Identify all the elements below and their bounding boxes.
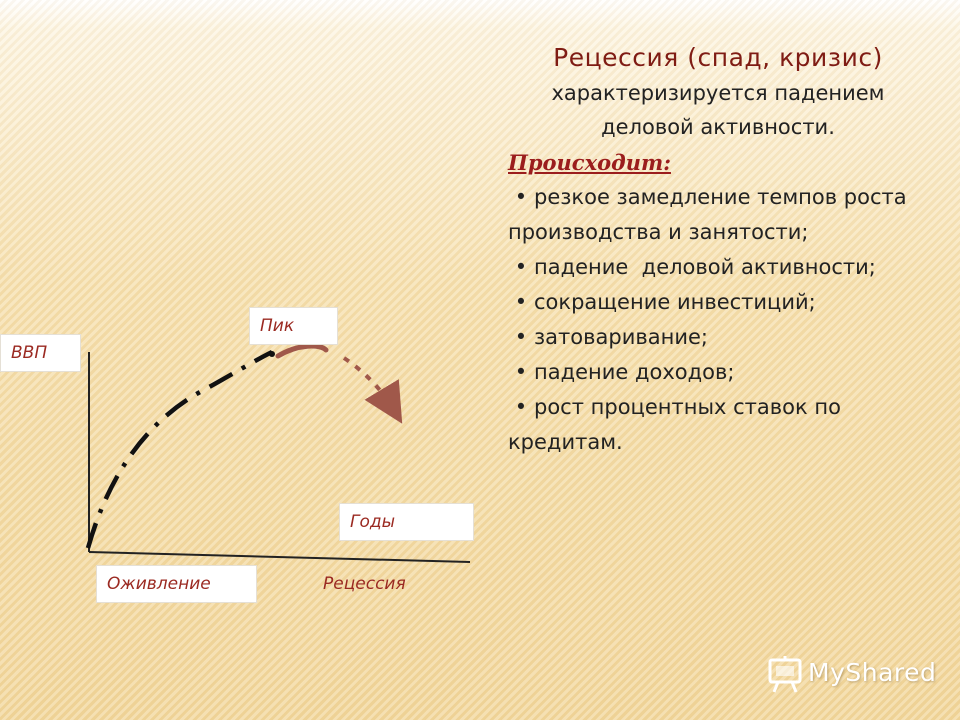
rising-curve	[88, 352, 272, 548]
list-item-text: сокращение инвестиций;	[534, 290, 816, 314]
occurs-heading: Происходит:	[508, 150, 671, 175]
x-axis-label-text: Годы	[350, 512, 396, 532]
phase-recovery-text: Оживление	[107, 574, 211, 594]
bullet-icon: •	[514, 360, 528, 384]
phase-recession-text: Рецессия	[323, 574, 406, 594]
decline-arrow	[344, 358, 394, 410]
list-item	[508, 320, 928, 355]
peak-label-text: Пик	[260, 316, 295, 336]
peak-point	[269, 351, 275, 357]
subtitle-line-2: деловой активности.	[601, 115, 835, 139]
myshared-logo	[766, 652, 937, 696]
list-item-text: падение деловой активности;	[534, 255, 876, 279]
bullet-icon: •	[514, 255, 528, 279]
list-item	[508, 355, 928, 390]
bullet-icon: •	[514, 395, 528, 419]
peak-arrow	[278, 346, 326, 356]
y-axis-label	[0, 334, 81, 372]
peak-label	[249, 307, 338, 345]
effects-list	[508, 180, 928, 460]
slide-title: Рецессия (спад, кризис)	[553, 43, 883, 72]
bullet-icon: •	[514, 185, 528, 209]
list-item	[508, 250, 928, 285]
bullet-icon: •	[514, 290, 528, 314]
list-item-text: затоваривание;	[534, 325, 708, 349]
x-axis	[89, 552, 470, 562]
list-item-text: падение доходов;	[534, 360, 735, 384]
phase-recovery-label	[96, 565, 257, 603]
subtitle-line-1: характеризируется падением	[551, 81, 885, 105]
phase-recession-label	[323, 574, 406, 594]
x-axis-label	[339, 503, 474, 541]
list-item-text: рост процентных ставок по кредитам.	[508, 395, 841, 454]
description-block	[508, 42, 928, 460]
y-axis-label-text: ВВП	[11, 343, 48, 363]
list-item-text: резкое замедление темпов роста производства и занятости;	[508, 185, 907, 244]
bullet-icon: •	[514, 325, 528, 349]
presentation-board-icon	[766, 652, 806, 696]
list-item	[508, 180, 928, 250]
list-item	[508, 390, 928, 460]
logo-text: MyShared	[808, 658, 937, 687]
list-item	[508, 285, 928, 320]
